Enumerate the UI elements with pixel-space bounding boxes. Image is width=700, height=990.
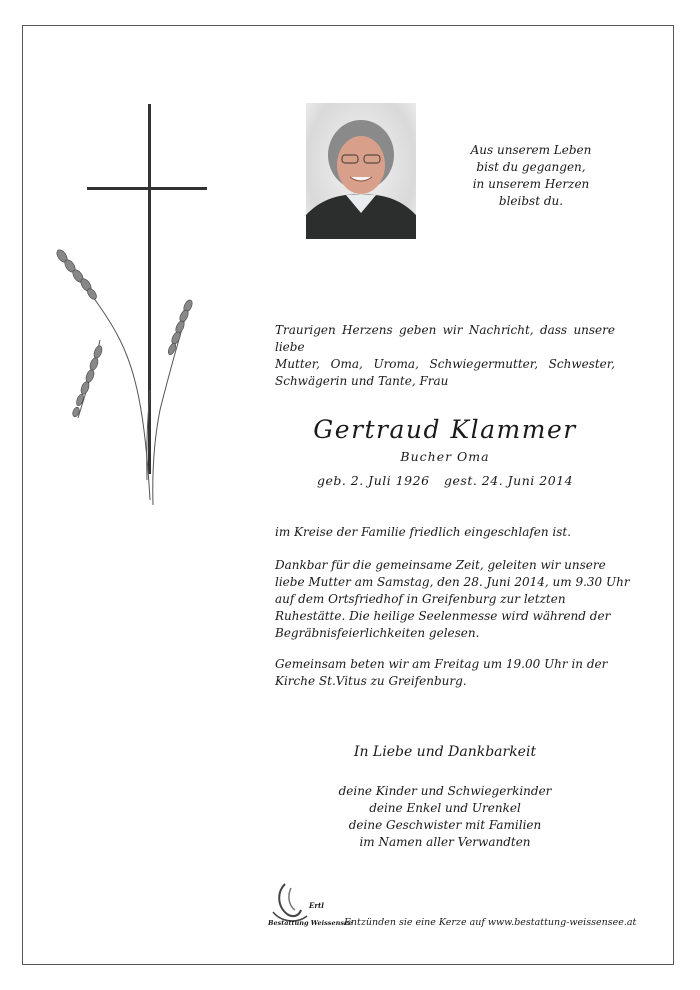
portrait-photo [306, 103, 416, 239]
logo-text-top: Ertl [309, 901, 324, 910]
death-date: gest. 24. Juni 2014 [444, 473, 574, 488]
deceased-nickname: Bucher Oma [400, 449, 490, 464]
motto-line: bleibst du. [498, 194, 564, 208]
portrait-illustration [306, 103, 416, 239]
intro-line: Traurigen Herzens geben wir Nachricht, dass unsere liebe [275, 323, 615, 354]
signer-line: deine Enkel und Urenkel [369, 801, 521, 815]
intro-line: Mutter, Oma, Uroma, Schwiegermutter, Schwester, [275, 357, 615, 371]
motto-line: bist du gegangen, [476, 160, 586, 174]
funeral-line: Dankbar für die gemeinsame Zeit, geleiten wir unsere [275, 558, 606, 572]
passing-paragraph [275, 524, 620, 541]
closing-phrase: In Liebe und Dankbarkeit [353, 744, 537, 760]
signer-line: deine Kinder und Schwiegerkinder [338, 784, 552, 798]
passing-line: im Kreise der Familie friedlich eingeschlafen ist. [275, 525, 572, 539]
funeral-paragraph [275, 557, 630, 642]
motto-line: in unserem Herzen [472, 177, 590, 191]
deceased-name: Gertraud Klammer [313, 415, 577, 444]
motto-line: Aus unserem Leben [470, 143, 592, 157]
cross-horizontal-bar [87, 187, 207, 190]
prayer-line: Kirche St.Vitus zu Greifenburg. [275, 674, 467, 688]
prayer-paragraph [275, 656, 620, 690]
intro-line: Schwägerin und Tante, Frau [275, 374, 449, 388]
signers-list [275, 783, 615, 851]
logo-text-name: Bestattung Weissensee [268, 919, 353, 927]
signer-line: deine Geschwister mit Familien [348, 818, 542, 832]
life-dates [275, 473, 615, 488]
signer-line: im Namen aller Verwandten [359, 835, 531, 849]
funeral-line: auf dem Ortsfriedhof in Greifenburg zur letzten [275, 592, 566, 606]
birth-date: geb. 2. Juli 1926 [316, 473, 430, 488]
intro-paragraph [275, 322, 615, 390]
wheat-illustration [50, 240, 210, 510]
footer-candle-link[interactable]: Entzünden sie eine Kerze auf www.bestattung-weissensee.at [344, 917, 637, 928]
funeral-line: Ruhestätte. Die heilige Seelenmesse wird während der [275, 609, 611, 623]
motto-verse [446, 142, 616, 210]
funeral-line: liebe Mutter am Samstag, den 28. Juni 2014, um 9.30 Uhr [275, 575, 630, 589]
funeral-line: Begräbnisfeierlichkeiten gelesen. [275, 626, 480, 640]
prayer-line: Gemeinsam beten wir am Freitag um 19.00 Uhr in der [275, 657, 608, 671]
